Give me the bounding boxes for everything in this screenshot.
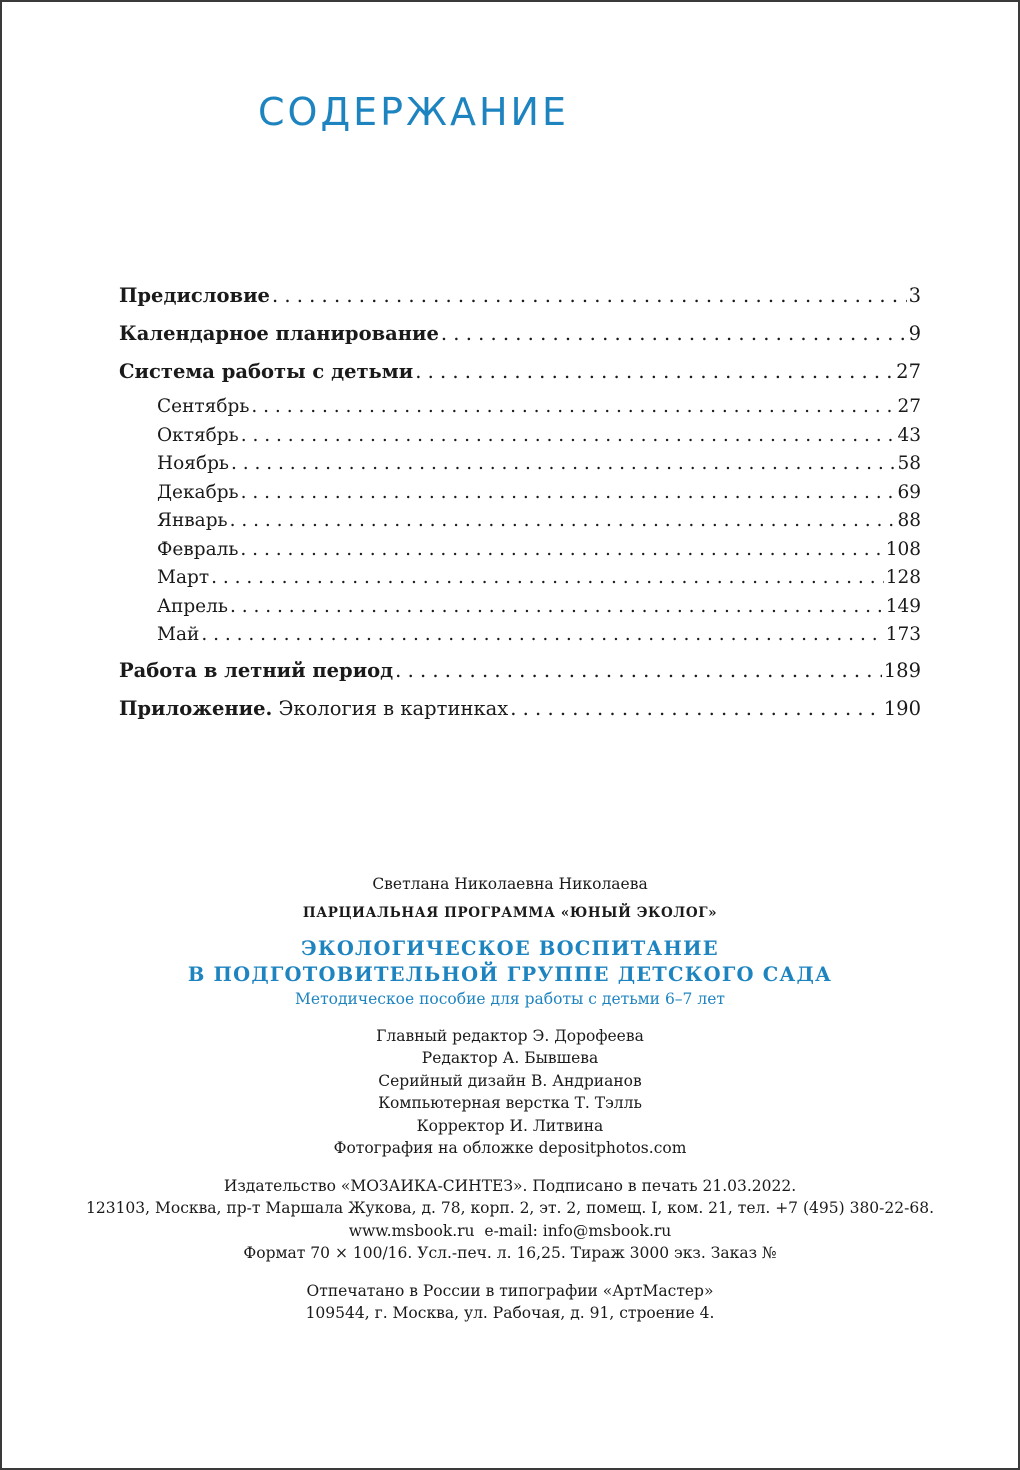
toc-entry-december[interactable] — [119, 480, 921, 506]
toc-entry-page: 43 — [897, 424, 921, 446]
toc-entry-label: Система работы с детьми — [119, 360, 414, 383]
toc-entry-february[interactable] — [119, 537, 921, 563]
toc-entry-october[interactable] — [119, 423, 921, 449]
toc-entry-label-extra: Апрель — [157, 595, 228, 617]
toc-leader-dots — [241, 423, 896, 449]
toc-entry-label-extra: Сентябрь — [157, 396, 250, 417]
toc-entry-label-extra: Март — [157, 567, 210, 588]
toc-leader-dots — [241, 480, 896, 506]
toc-entry-calendar-planning[interactable] — [119, 321, 921, 347]
toc-leader-dots — [211, 565, 884, 591]
toc-entry-label: Календарное планирование — [119, 322, 439, 345]
publisher-line: Издательство «МОЗАИКА-СИНТЕЗ». Подписано в печать 21.03.2022. — [223, 1176, 797, 1195]
toc-entry-march[interactable] — [119, 565, 921, 591]
toc-entry-page: 108 — [885, 538, 921, 560]
toc-entry-label-extra: Май — [157, 624, 200, 645]
toc-entry-page: 128 — [885, 567, 921, 588]
credit-line: Редактор А. Бывшева — [421, 1049, 599, 1067]
publisher-line: Формат 70 × 100/16. Усл.-печ. л. 16,25. Тираж 3000 экз. Заказ № — [243, 1244, 777, 1262]
toc-entry-april[interactable] — [119, 594, 921, 620]
toc-entry-page: 69 — [897, 481, 921, 503]
toc-leader-dots — [230, 508, 896, 534]
imprint-block — [0, 873, 1020, 1325]
toc-entry-may[interactable] — [119, 622, 921, 648]
publisher-line: 123103, Москва, пр-т Маршала Жукова, д. 78, корп. 2, эт. 2, помещ. I, ком. 21, тел. +7 (495) 380-22-68. — [85, 1199, 935, 1217]
book-title-line-1: ЭКОЛОГИЧЕСКОЕ ВОСПИТАНИЕ — [301, 937, 719, 960]
toc-entry-summer-work[interactable] — [119, 658, 921, 684]
page-title: СОДЕРЖАНИЕ — [258, 90, 569, 134]
publisher-line: www.msbook.ru e-mail: info@msbook.ru — [348, 1221, 672, 1240]
toc-leader-dots — [240, 537, 883, 563]
toc-entry-label-extra: Январь — [157, 510, 228, 531]
toc-leader-dots — [415, 359, 894, 385]
toc-entry-page: 189 — [883, 659, 921, 682]
toc-entry-work-system[interactable] — [119, 359, 921, 385]
toc-entry-page: 190 — [883, 697, 921, 720]
toc-entry-label: Приложение. — [119, 697, 273, 720]
toc-entry-page: 149 — [885, 595, 921, 617]
printer-line: Отпечатано в России в типографии «АртМастер» — [306, 1281, 714, 1300]
toc-leader-dots — [251, 394, 895, 420]
toc-entry-page: 27 — [896, 360, 921, 383]
toc-entry-page: 88 — [897, 510, 921, 531]
credit-line: Главный редактор Э. Дорофеева — [376, 1026, 644, 1045]
program-name: ПАРЦИАЛЬНАЯ ПРОГРАММА «ЮНЫЙ ЭКОЛОГ» — [302, 904, 718, 921]
toc-entry-page: 9 — [908, 322, 921, 345]
toc-entry-appendix[interactable] — [119, 696, 921, 722]
author-name: Светлана Николаевна Николаева — [372, 875, 648, 893]
toc-entry-label-extra: Ноябрь — [157, 453, 229, 474]
toc-entry-page: 3 — [908, 284, 921, 307]
toc-entry-page: 27 — [897, 396, 921, 417]
credits-list — [0, 1025, 1020, 1160]
toc-entry-label-extra: Февраль — [157, 538, 239, 560]
toc-entry-label: Предисловие — [119, 284, 270, 307]
toc-entry-label: Работа в летний период — [119, 659, 394, 682]
toc-entry-january[interactable] — [119, 508, 921, 534]
toc-leader-dots — [395, 658, 882, 684]
toc-leader-dots — [231, 451, 895, 477]
printer-info — [0, 1280, 1020, 1325]
toc-entry-label-extra: Октябрь — [157, 424, 239, 446]
toc-entry-label-extra: Декабрь — [157, 481, 239, 503]
toc-leader-dots — [441, 321, 907, 347]
toc-entry-label-extra: Экология в картинках — [272, 697, 509, 720]
credit-line: Корректор И. Литвина — [416, 1116, 604, 1135]
toc-entry-preface[interactable] — [119, 283, 921, 309]
toc-leader-dots — [510, 696, 882, 722]
toc-leader-dots — [272, 283, 907, 309]
toc-leader-dots — [201, 622, 883, 648]
credit-line: Компьютерная верстка Т. Тэлль — [378, 1094, 642, 1112]
publisher-info — [0, 1175, 1020, 1265]
toc-entry-november[interactable] — [119, 451, 921, 477]
credit-line: Серийный дизайн В. Андрианов — [378, 1071, 642, 1090]
book-subtitle: Методическое пособие для работы с детьми 6–7 лет — [295, 990, 725, 1008]
toc-entry-page: 58 — [897, 453, 921, 474]
book-title-line-2: В ПОДГОТОВИТЕЛЬНОЙ ГРУППЕ ДЕТСКОГО САДА — [187, 963, 833, 986]
printer-line: 109544, г. Москва, ул. Рабочая, д. 91, строение 4. — [305, 1304, 715, 1322]
toc-entry-page: 173 — [885, 624, 921, 645]
credit-line: Фотография на обложке depositphotos.com — [333, 1139, 687, 1157]
toc-entry-september[interactable] — [119, 394, 921, 420]
toc-leader-dots — [230, 594, 884, 620]
